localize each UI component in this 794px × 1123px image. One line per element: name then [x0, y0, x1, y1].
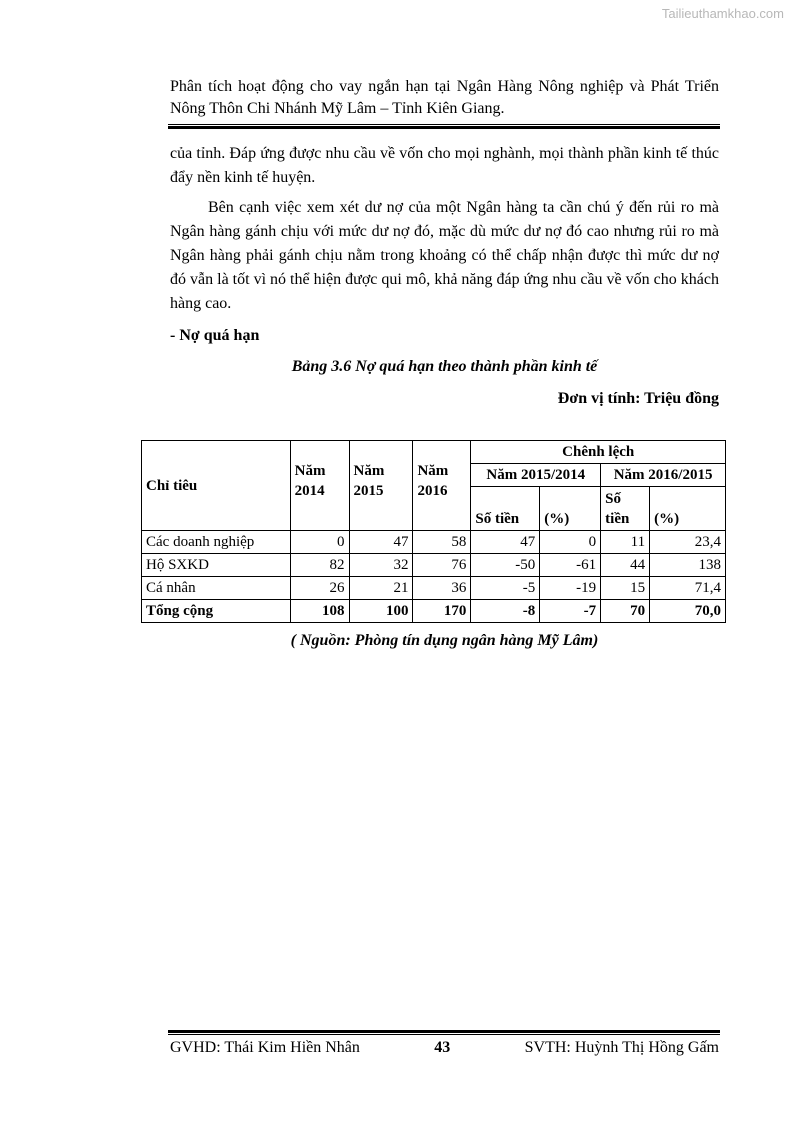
page-header-title: Phân tích hoạt động cho vay ngắn hạn tại Ngân Hàng Nông nghiệp và Phát Triển Nông Thôn Chi Nhánh Mỹ Lâm – Tỉnh Kiên Giang. — [170, 78, 719, 117]
total-2015: 100 — [349, 600, 413, 623]
row-label: Hộ SXKD — [142, 554, 291, 577]
total-label: Tổng cộng — [142, 600, 291, 623]
cell-2016: 36 — [413, 577, 471, 600]
cell-amount-b: 11 — [601, 531, 650, 554]
row-label: Cá nhân — [142, 577, 291, 600]
footer-student: SVTH: Huỳnh Thị Hồng Gấm — [524, 1039, 719, 1056]
header-diff-2016-2015: Năm 2016/2015 — [601, 464, 726, 487]
cell-percent-b: 71,4 — [650, 577, 726, 600]
cell-2016: 76 — [413, 554, 471, 577]
cell-amount-b: 44 — [601, 554, 650, 577]
cell-2015: 21 — [349, 577, 413, 600]
row-label: Các doanh nghiệp — [142, 531, 291, 554]
footer-advisor: GVHD: Thái Kim Hiền Nhân — [170, 1039, 360, 1056]
cell-amount-a: -50 — [471, 554, 540, 577]
cell-amount-a: 47 — [471, 531, 540, 554]
total-2016: 170 — [413, 600, 471, 623]
header-year-2016: Năm 2016 — [413, 441, 471, 531]
section-title: - Nợ quá hạn — [170, 327, 260, 344]
header-amount-a: Số tiền — [471, 487, 540, 531]
header-divider — [168, 124, 720, 129]
footer-divider — [168, 1030, 720, 1035]
table-row — [142, 531, 726, 554]
cell-percent-a: -19 — [540, 577, 601, 600]
cell-2014: 0 — [290, 531, 349, 554]
table-row — [142, 577, 726, 600]
cell-2014: 82 — [290, 554, 349, 577]
paragraph-1: của tỉnh. Đáp ứng được nhu cầu về vốn cho mọi nghành, mọi thành phần kinh tế thúc đẩy nền kinh tế huyện. — [170, 145, 719, 186]
cell-amount-b: 15 — [601, 577, 650, 600]
cell-percent-a: -61 — [540, 554, 601, 577]
cell-2016: 58 — [413, 531, 471, 554]
header-amount-b: Số tiền — [601, 487, 650, 531]
total-percent-b: 70,0 — [650, 600, 726, 623]
body-text — [170, 142, 719, 316]
header-difference: Chênh lệch — [471, 441, 726, 464]
header-year-2015: Năm 2015 — [349, 441, 413, 531]
total-2014: 108 — [290, 600, 349, 623]
cell-amount-a: -5 — [471, 577, 540, 600]
table-source: ( Nguồn: Phòng tín dụng ngân hàng Mỹ Lâm) — [290, 632, 599, 649]
cell-percent-a: 0 — [540, 531, 601, 554]
total-percent-a: -7 — [540, 600, 601, 623]
watermark: Tailieuthamkhao.com — [661, 6, 784, 21]
header-indicator: Chỉ tiêu — [142, 441, 291, 531]
cell-percent-b: 138 — [650, 554, 726, 577]
total-amount-b: 70 — [601, 600, 650, 623]
cell-2014: 26 — [290, 577, 349, 600]
cell-2015: 47 — [349, 531, 413, 554]
cell-2015: 32 — [349, 554, 413, 577]
header-diff-2015-2014: Năm 2015/2014 — [471, 464, 601, 487]
paragraph-2: Bên cạnh việc xem xét dư nợ của một Ngân hàng ta cần chú ý đến rủi ro mà Ngân hàng gánh chịu với mức dư nợ đó, mặc dù mức dư nợ đó cao nhưng rủi ro mà Ngân hàng phải gánh chịu nằm trong khoảng có thể chấp nhận được thì mức dư nợ đó vẫn là tốt vì nó thể hiện được qui mô, khả năng đáp ứng nhu cầu về vốn cho khách hàng cao. — [170, 199, 719, 312]
table-total-row — [142, 600, 726, 623]
total-amount-a: -8 — [471, 600, 540, 623]
cell-percent-b: 23,4 — [650, 531, 726, 554]
table-unit: Đơn vị tính: Triệu đồng — [557, 390, 719, 407]
table-row — [142, 554, 726, 577]
table-caption: Bảng 3.6 Nợ quá hạn theo thành phần kinh tế — [291, 358, 598, 375]
header-percent-a: (%) — [540, 487, 601, 531]
header-year-2014: Năm 2014 — [290, 441, 349, 531]
overdue-debt-table — [141, 440, 726, 623]
page-number: 43 — [434, 1039, 451, 1056]
page-footer — [170, 1039, 719, 1057]
header-percent-b: (%) — [650, 487, 726, 531]
